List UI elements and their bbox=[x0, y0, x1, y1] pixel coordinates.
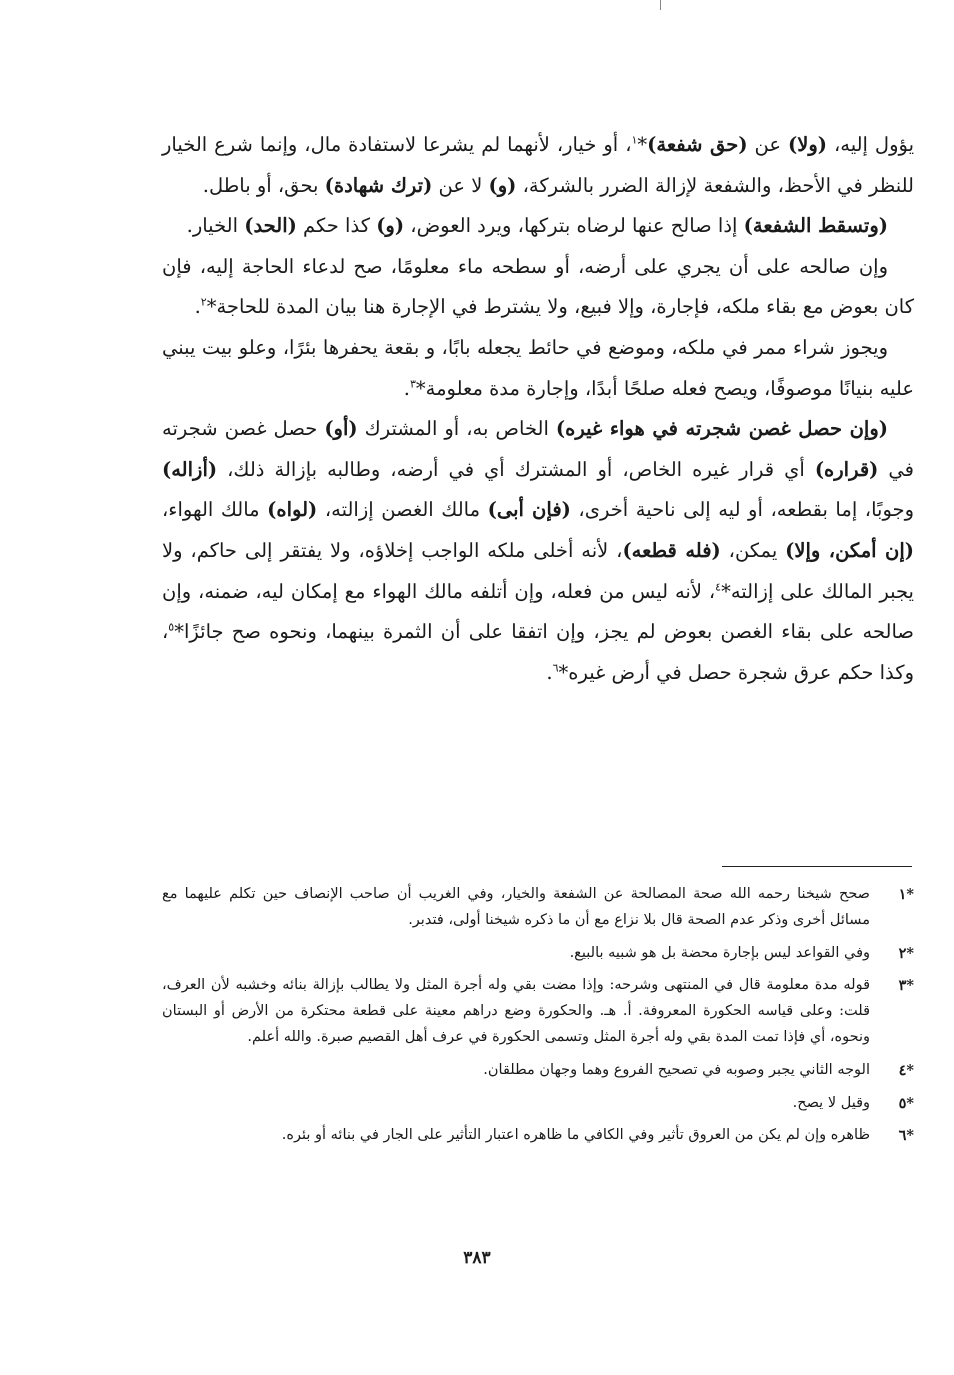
matn-text: (وإن حصل غصن شجرته في هواء غيره) bbox=[555, 417, 888, 441]
paragraph-text: الخاص به، أو المشترك bbox=[357, 417, 556, 441]
paragraph-text: يمكن، bbox=[720, 538, 786, 562]
paragraph-text: عن bbox=[747, 133, 788, 156]
footnote-text: ظاهره وإن لم يكن من العروق تأثير وفي الكافي ما ظاهره اعتبار التأثير على الجار في بنائه أو بئره. bbox=[281, 1127, 870, 1144]
matn-text: (فإن أبى) bbox=[487, 498, 571, 522]
footnote bbox=[162, 1091, 914, 1117]
main-text bbox=[162, 125, 914, 693]
paragraph-text: يؤول إليه، bbox=[826, 133, 914, 156]
paragraph bbox=[162, 247, 914, 328]
paragraph-text: . bbox=[403, 376, 410, 400]
matn-text: (قراره) bbox=[814, 457, 879, 481]
paragraph bbox=[162, 125, 914, 206]
paragraph-text: لا عن bbox=[432, 173, 489, 197]
paragraph-text: كذا حكم bbox=[296, 214, 377, 238]
footnote-marker: ٦ bbox=[552, 661, 559, 675]
paragraph-text: ، أو خيار، لأنهما لم يشرعا لاستفادة مال، وإنما شرع الخيار للنظر في الأحظ، والشفعة لإزالة الضرر بالشركة، bbox=[162, 133, 914, 197]
footnote-marker: ٢ bbox=[200, 295, 207, 309]
page-number: ٣٨٣ bbox=[463, 1248, 491, 1268]
paragraph bbox=[162, 328, 914, 409]
matn-text: (فله قطعه) bbox=[622, 538, 721, 562]
matn-text: (لواه) bbox=[267, 498, 318, 522]
matn-text: (و) bbox=[376, 214, 405, 238]
matn-text: (الحد) bbox=[244, 214, 297, 238]
paragraph-text: ، وكذا حكم عرق شجرة حصل في أرض غيره* bbox=[162, 620, 914, 684]
footnote bbox=[162, 1058, 914, 1084]
footnote-marker: ١ bbox=[631, 133, 638, 147]
paragraph-text: أي قرار غيره الخاص، أو المشترك أي في أرضه، وطالبه بإزالة ذلك، bbox=[217, 457, 815, 481]
footnote bbox=[162, 882, 914, 934]
footnote-number: *٣ bbox=[898, 977, 914, 995]
footnote-text: صحح شيخنا رحمه الله صحة المصالحة عن الشفعة والخيار، وفي الغريب أن صاحب الإنصاف حين تكلم عليهما مع مسائل أخرى وذكر عدم الصحة قال بلا نزاع مع أن ما ذكره شيخنا أولى، فتدبر. bbox=[162, 886, 870, 928]
paragraph-text: مالك الهواء، bbox=[162, 498, 268, 522]
matn-text: (أزاله) bbox=[162, 457, 218, 481]
footnote-text: قوله مدة معلومة قال في المنتهى وشرحه: وإذا مضت بقي وله أجرة المثل ولا يطالب بإزالة بنائه وخشبه لأن العرف، قلت: وعلى قياسه الحكورة المعروفة. أ. هـ. والحكورة وضع دراهم معينة على قطعة محتكرة من الأرض أو البستان ونحوه، أي فإذا تمت المدة بقي وله أجرة المثل وتسمى الحكورة في عرف أهل القصيم صبرة. والله أعلم. bbox=[162, 977, 870, 1045]
footnote-text: الوجه الثاني يجبر وصوبه في تصحيح الفروع وهما وجهان مطلقان. bbox=[483, 1061, 870, 1078]
footnote bbox=[162, 941, 914, 967]
footnote-marker: ٤ bbox=[715, 580, 722, 594]
paragraph-text: وإن صالحه على أن يجري على أرضه، أو سطحه ماء معلومًا، صح لدعاء الحاجة إليه، فإن كان بعوض مع بقاء ملكه، فإجارة، وإلا فبيع، ولا يشترط في الإجارة هنا بيان المدة للحاجة* bbox=[162, 254, 914, 319]
paragraph-text: مالك الغصن إزالته، bbox=[317, 498, 488, 522]
paragraph-text: * bbox=[637, 133, 648, 156]
matn-text: (ترك شهادة) bbox=[324, 173, 433, 197]
footnote-text: وفي القواعد ليس بإجارة محضة بل هو شبيه بالبيع. bbox=[569, 944, 870, 961]
paragraph-text: . bbox=[546, 660, 553, 684]
matn-text: (إن أمكن، وإلا) bbox=[785, 538, 914, 562]
footnote-marker: ٣ bbox=[409, 377, 416, 391]
paragraph bbox=[162, 206, 914, 247]
footnote-number: *٥ bbox=[898, 1094, 914, 1112]
footnote-number: *١ bbox=[898, 886, 914, 903]
paragraph-text: ، لأنه ليس من فعله، وإن أتلفه مالك الهواء مع إمكان ليه، ضمنه، وإن صالحه على بقاء الغصن بعوض لم يجز، وإن اتفقا على أن الثمرة بينهما، ونحوه صح جائزًا* bbox=[162, 579, 914, 644]
paragraph-text: إذا صالح عنها لرضاه بتركها، ويرد العوض، bbox=[404, 214, 744, 238]
paragraph-text: ، لأنه أخلى ملكه الواجب إخلاؤه، ولا يفتقر إلى حاكم، ولا يجبر المالك على إزالته* bbox=[162, 538, 914, 603]
paragraph-text: ويجوز شراء ممر في ملكه، وموضع في حائط يجعله بابًا، و بقعة يحفرها بئرًا، وعلو بيت يبني عليه بنيانًا موصوفًا، ويصح فعله صلحًا أبدًا، وإجارة مدة معلومة* bbox=[162, 335, 914, 400]
paragraph-text: وجوبًا، إما بقطعه، أو ليه إلى ناحية أخرى، bbox=[570, 498, 914, 522]
matn-text: (حق شفعة) bbox=[647, 133, 748, 156]
paragraph bbox=[162, 409, 914, 693]
matn-text: (وتسقط الشفعة) bbox=[743, 214, 888, 238]
footnote-separator bbox=[722, 866, 912, 867]
footnote-number: *٢ bbox=[898, 944, 914, 962]
footnote-marker: ٥ bbox=[168, 620, 175, 634]
paragraph-text: حصل غصن شجرته في bbox=[162, 417, 914, 481]
footnotes bbox=[162, 882, 914, 1156]
paragraph-text: الخيار. bbox=[186, 214, 245, 238]
footnote-number: *٤ bbox=[898, 1061, 914, 1079]
matn-text: (أو) bbox=[324, 417, 358, 441]
scan-tick-mark bbox=[660, 0, 661, 10]
matn-text: (ولا) bbox=[787, 133, 827, 156]
footnote-text: وقيل لا يصح. bbox=[792, 1094, 870, 1111]
footnote-number: *٦ bbox=[898, 1127, 914, 1145]
matn-text: (و) bbox=[488, 173, 517, 197]
paragraph-text: . bbox=[194, 295, 201, 319]
footnote bbox=[162, 1123, 914, 1149]
paragraph-text: بحق، أو باطل. bbox=[202, 173, 325, 197]
footnote bbox=[162, 973, 914, 1050]
